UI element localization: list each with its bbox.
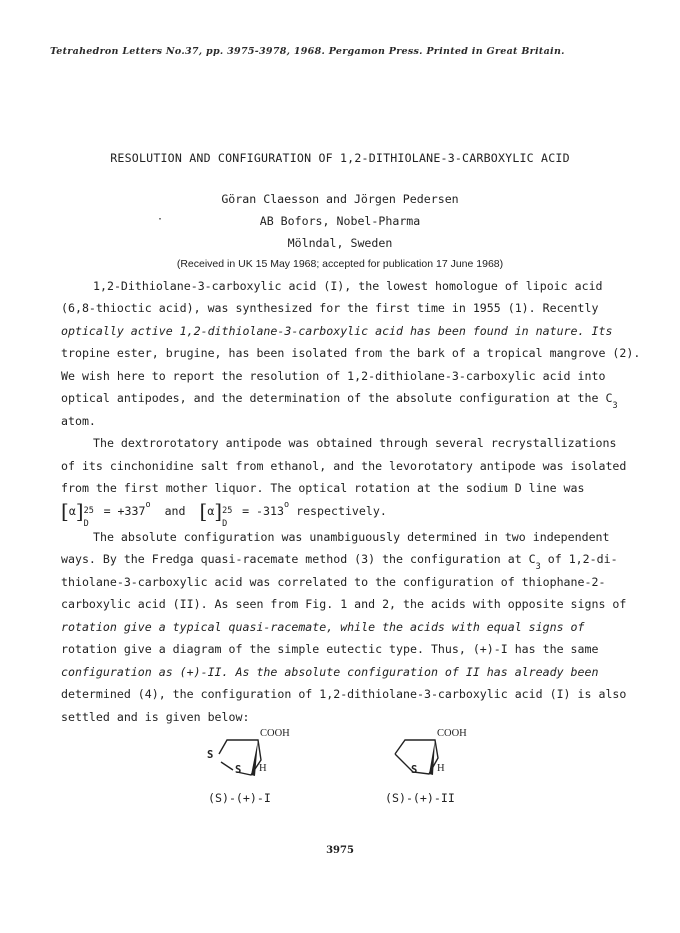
p3-line: determined (4), the configuration of 1,2-dithiolane-3-carboxylic acid (I) is also (61, 687, 627, 701)
authors: Göran Claesson and Jörgen Pedersen (221, 192, 459, 206)
p2-line: from the first mother liquor. The optical rotation at the sodium D line was (61, 481, 585, 495)
alpha-symbol: α (68, 504, 76, 518)
hydrogen-atom: H (259, 763, 267, 774)
degree-sign: o (283, 500, 290, 510)
alpha-symbol: α (207, 504, 215, 518)
p1-line: optically active 1,2-dithiolane-3-carboxylic acid has been found in nature. Its (61, 324, 613, 338)
p1-line: We wish here to report the resolution of 1,2-dithiolane-3-carboxylic acid into (61, 369, 606, 383)
p3-line (61, 552, 618, 572)
p3-line: configuration as (+)-II. As the absolute configuration of II has already been (61, 665, 599, 679)
structure-I (205, 730, 315, 790)
p3-line: The absolute configuration was unambiguously determined in two independent (93, 530, 610, 544)
rotation-value-positive: = +337 (103, 504, 146, 518)
journal-citation: Tetrahedron Letters No.37, pp. 3975-3978, 1968. Pergamon Press. Printed in Great Britain. (50, 46, 565, 57)
p3-line: settled and is given below: (61, 710, 250, 724)
thiophane-ring-drawing (385, 730, 495, 790)
p3-line: rotation give a diagram of the simple eutectic type. Thus, (+)-I has the same (61, 642, 599, 656)
p1-line: tropine ester, brugine, has been isolated from the bark of a tropical mangrove (2). (61, 346, 641, 360)
structure-II (385, 730, 495, 790)
cooh-group: COOH (260, 728, 290, 739)
temperature: 25 (83, 506, 94, 516)
p3-line: carboxylic acid (II). As seen from Fig. 1 and 2, the acids with opposite signs of (61, 597, 627, 611)
structure-II-label: (S)-(+)-II (385, 791, 455, 805)
sulfur-atom: S (411, 764, 418, 776)
sulfur-atom: S (207, 749, 214, 761)
optical-rotation-formula: [α] 25 D = $+337^o$ and [α] 25 D = $-313^o$ respectively. (61, 499, 387, 529)
location: Mölndal, Sweden (287, 236, 393, 250)
p3-line-text: ways. By the Fredga quasi-racemate method (3) the configuration at C (61, 552, 536, 566)
affiliation: AB Bofors, Nobel-Pharma (259, 214, 421, 228)
p1-line (61, 391, 618, 411)
temperature: 25 (222, 506, 233, 516)
sodium-line: D (222, 519, 228, 529)
p3-line: thiolane-3-carboxylic acid was correlated to the configuration of thiophane-2- (61, 575, 606, 589)
cooh-group: COOH (437, 728, 467, 739)
p1-line: 1,2-Dithiolane-3-carboxylic acid (I), the lowest homologue of lipoic acid (93, 279, 603, 293)
paper-title: RESOLUTION AND CONFIGURATION OF 1,2-DITHIOLANE-3-CARBOXYLIC ACID (110, 151, 570, 165)
structure-I-label: (S)-(+)-I (208, 791, 271, 805)
p2-line: The dextrorotatory antipode was obtained through several recrystallizations (93, 436, 617, 450)
degree-sign: o (145, 500, 151, 510)
and-word: and (164, 504, 186, 518)
p2-line: of its cinchonidine salt from ethanol, and the levorotatory antipode was isolated (61, 459, 627, 473)
p3-line-text: of 1,2-di- (540, 552, 618, 566)
p1-line: (6,8-thioctic acid), was synthesized for the first time in 1955 (1). Recently (61, 301, 599, 315)
dithiolane-ring-drawing (205, 730, 315, 790)
respectively-word: respectively. (296, 504, 387, 518)
sodium-line: D (83, 519, 89, 529)
c3-subscript: 3 (612, 401, 618, 411)
p1-line-text: optical antipodes, and the determination of the absolute configuration at the C (61, 391, 613, 405)
sulfur-atom: S (235, 764, 242, 776)
received-dates: (Received in UK 15 May 1968; accepted for publication 17 June 1968) (176, 258, 504, 270)
p1-line: atom. (61, 414, 96, 428)
p3-line: rotation give a typical quasi-racemate, while the acids with equal signs of (61, 620, 585, 634)
c3-subscript: 3 (535, 562, 541, 572)
rotation-value-negative: = -313 (242, 504, 284, 518)
hydrogen-atom: H (437, 763, 445, 774)
stray-mark: · (157, 214, 164, 225)
page-number: 3975 (326, 845, 354, 856)
